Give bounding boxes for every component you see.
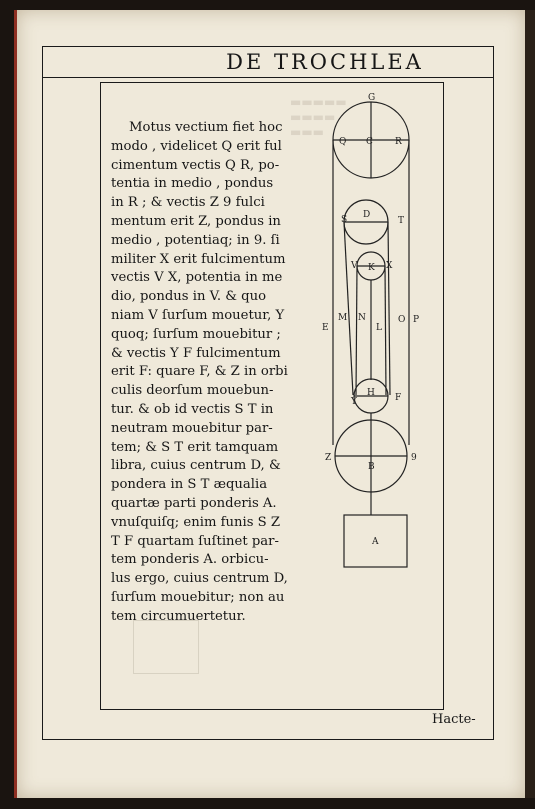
label-v: V bbox=[351, 261, 358, 271]
text-line: mentum erit Z, pondus in bbox=[111, 213, 281, 229]
label-z: Z bbox=[325, 453, 332, 463]
header-rule bbox=[42, 77, 494, 78]
text-line: tem; & S T erit tamquam bbox=[111, 439, 279, 455]
text-line: vnuſquiſq; enim funis S Z bbox=[111, 514, 281, 530]
label-y: Y bbox=[351, 397, 357, 407]
text-line: modo , videlicet Q erit ful bbox=[111, 138, 282, 154]
text-line: culis deorſum mouebun- bbox=[111, 383, 274, 399]
label-o: O bbox=[398, 315, 406, 325]
pulley-diagram-svg bbox=[318, 90, 438, 580]
text-line: T F quartam ſuſtinet par- bbox=[111, 533, 279, 549]
text-line: lus ergo, cuius centrum D, bbox=[111, 571, 288, 587]
label-s: S bbox=[341, 215, 348, 225]
text-line: vectis V X, potentia in me bbox=[111, 270, 283, 286]
text-line: quoq; ſurſum mouebitur ; bbox=[111, 326, 281, 342]
text-line: & vectis Y F fulcimentum bbox=[111, 345, 281, 361]
body-text bbox=[111, 119, 288, 627]
label-l: L bbox=[376, 323, 382, 333]
text-line: Motus vectium fiet hoc bbox=[129, 120, 283, 135]
label-m: M bbox=[338, 313, 348, 323]
label-a: A bbox=[372, 537, 379, 547]
rope-t bbox=[388, 222, 390, 395]
label-k: K bbox=[368, 263, 375, 273]
label-n: N bbox=[358, 313, 366, 323]
text-line: ſurſum mouebitur; non au bbox=[111, 589, 285, 605]
text-line: erit F: quare F, & Z in orbi bbox=[111, 364, 288, 380]
label-x: X bbox=[386, 261, 393, 271]
text-line: pondera in S T æqualia bbox=[111, 477, 268, 493]
label-t: T bbox=[398, 216, 405, 226]
text-line: libra, cuius centrum D, & bbox=[111, 458, 281, 474]
text-line: tur. & ob id vectis S T in bbox=[111, 401, 274, 417]
text-line: dio, pondus in V. & quo bbox=[111, 289, 267, 305]
show-through-text: ▬▬▬▬▬ ▬▬▬▬ ▬▬▬ bbox=[290, 95, 347, 139]
label-r: R bbox=[395, 137, 402, 147]
label-nine: 9 bbox=[411, 453, 417, 463]
text-line: tem ponderis A. orbicu- bbox=[111, 552, 269, 568]
text-line: in R ; & vectis Z 9 fulci bbox=[111, 195, 265, 211]
label-c: C bbox=[366, 137, 373, 147]
label-p: P bbox=[413, 315, 420, 325]
label-b: B bbox=[368, 462, 375, 472]
label-d: D bbox=[363, 210, 371, 220]
label-q: Q bbox=[339, 137, 347, 147]
text-line: militer X erit fulcimentum bbox=[111, 251, 286, 267]
running-head: DE TROCHLEA bbox=[226, 50, 424, 74]
label-e: E bbox=[322, 323, 329, 333]
text-line: niam V ſurſum mouetur, Y bbox=[111, 307, 285, 323]
rope-s bbox=[344, 222, 353, 395]
text-line: medio , potentiaq; in 9. ſi bbox=[111, 232, 280, 248]
label-f: F bbox=[395, 393, 402, 403]
text-line: tem circumuertetur. bbox=[111, 608, 246, 624]
rope-v bbox=[356, 266, 357, 395]
text-line: tentia in medio , pondus bbox=[111, 176, 274, 192]
text-line: quartæ parti ponderis A. bbox=[111, 495, 277, 511]
pulley-diagram bbox=[318, 90, 438, 584]
text-line: neutram mouebitur par- bbox=[111, 420, 273, 436]
text-line: cimentum vectis Q R, po- bbox=[111, 157, 280, 173]
label-h: H bbox=[367, 388, 375, 398]
label-g: G bbox=[368, 93, 376, 103]
rope-x bbox=[385, 266, 386, 395]
catchword: Hacte- bbox=[432, 712, 476, 727]
